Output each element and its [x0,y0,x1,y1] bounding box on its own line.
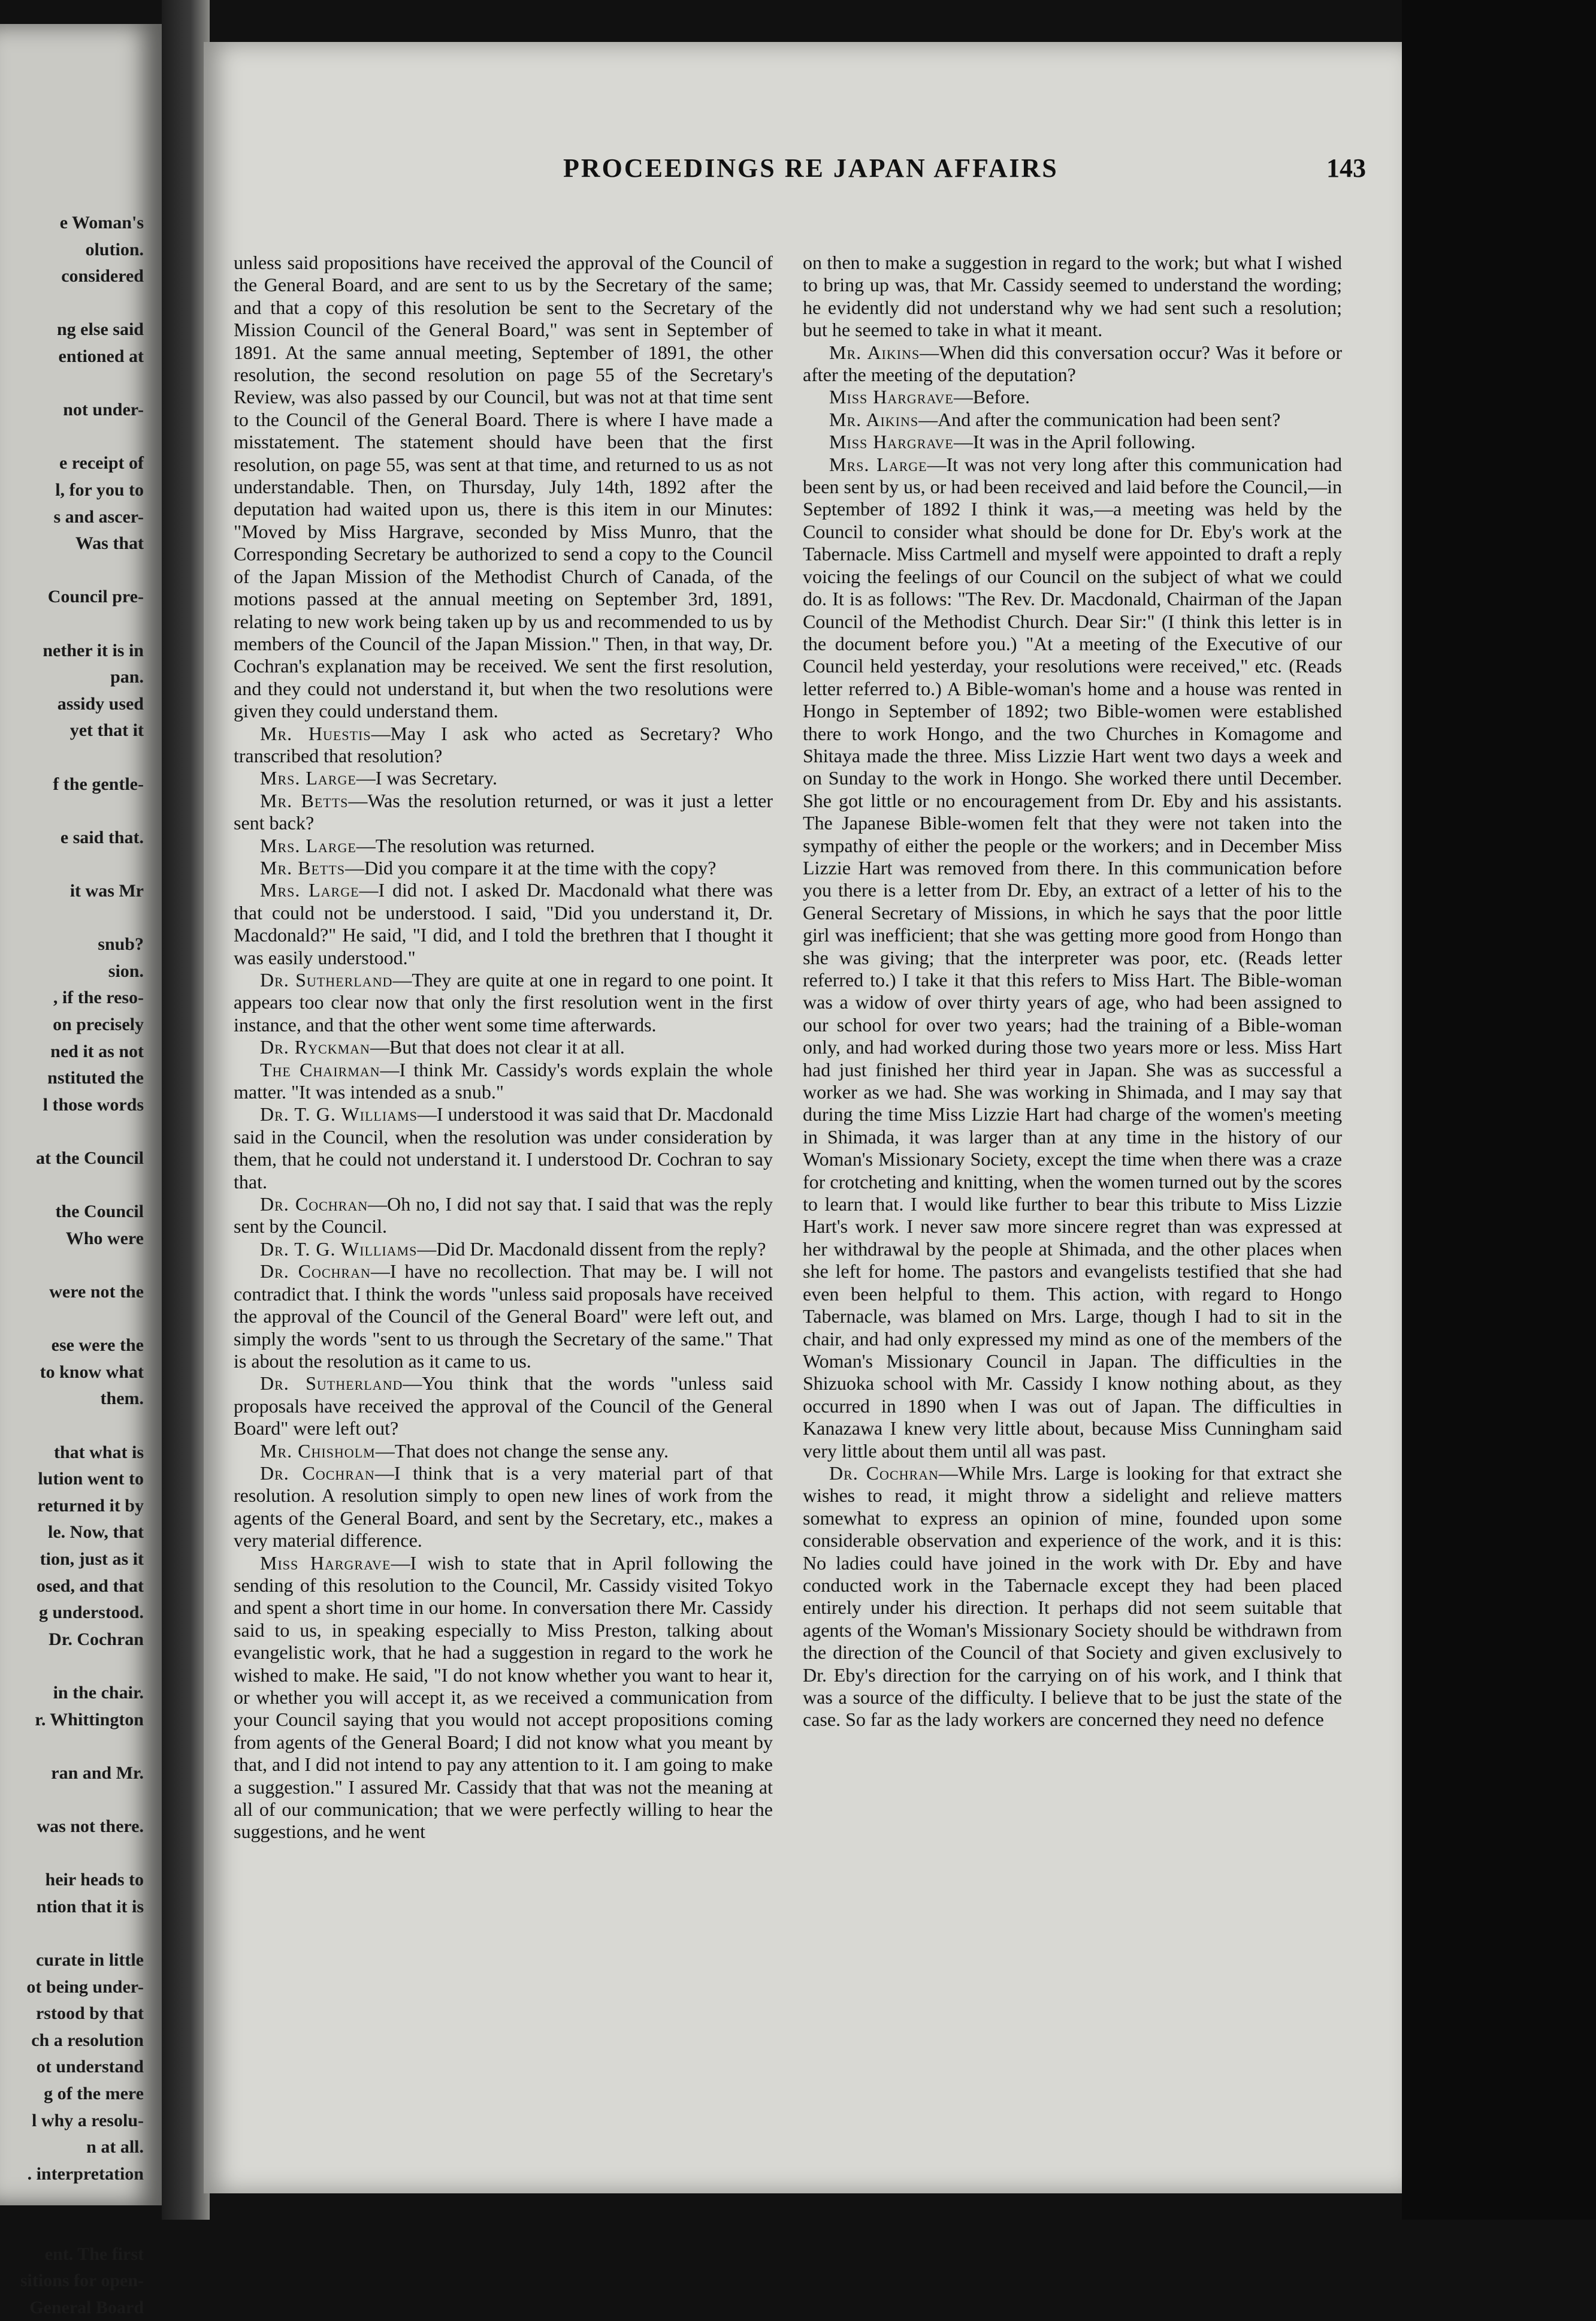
previous-page-line: rstood by that [35,2003,144,2024]
left-column [234,252,773,1843]
previous-page-line: not under- [63,400,144,420]
paragraph [803,252,1342,342]
paragraph-text: —May I ask who acted as Secretary? Who transcribed that resolution? [234,722,773,766]
speaker-name: Mr. Aikins [829,408,919,430]
previous-page-line: to know what [40,1362,144,1382]
speaker-name: Dr. Cochran [260,1462,375,1484]
previous-page-line: f the gentle- [53,774,144,794]
speaker-name: Mr. Huestis [260,722,371,744]
paragraph-text: —It was not very long after this communication had been sent by us, or had been received and laid before the Council,—in September of 1892 I think it was,—a meeting was held by the Council to consider what should be done for Dr. Eby's work at the Tabernacle. Miss Cartmell and myself were appointed to draft a reply voicing the feelings of our Council on the subject of what we could do. It is as follows: "The Rev. Dr. Macdonald, Chairman of the Japan Council of the Methodist Church. Dear Sir:" (I think this letter is in the document before you.) "At a meeting of the Executive of our Council held yesterday, your resolutions were received," etc. (Reads letter referred to.) A Bible-woman's home and a house was rented in Hongo in September of 1892; two Bible-women were established there to work Hongo, and the two Churches in Komagome and Shitaya made the three. Miss Lizzie Hart went two days a week and on Sunday to the work in Hongo. She worked there until December. She got little or no encouragement from Dr. Eby and his assistants. The Japanese Bible-women felt that they were not taken into the sympathy of either the people or the workers; and in December Miss Lizzie Hart was removed from there. In this communication before you there is a letter from Dr. Eby, an extract of a letter of his to the General Secretary of Missions, in which he says that the poor little girl was inefficient; that she was getting more good from Hongo than she was giving; that the interpreter was poor, etc. (Reads letter referred to.) I take it that this refers to Miss Hart. The Bible-woman was a widow of over thirty years of age, who had been assigned to our school for over two years; had the training of a Bible-woman only, and had worked during those two years more or less. Miss Hart had just finished her third year in Japan. She was as successful a worker as we had. She was working in Shimada, and I may say that during the time Miss Lizzie Hart had charge of the women's meeting in Shimada, it was larger than at any time in the history of our Woman's Missionary Society, except the time when there was a craze for crotcheting and knitting, when the women turned out by the scores to learn that. I would like further to bear this tribute to Miss Lizzie Hart's work. I never saw more sincere regret than was expressed at her withdrawal by the people at Shimada, and the other places when she left for home. The pastors and evangelists testified that she had even been helpful to them. This action, with regard to Hongo Tabernacle, was blamed on Mrs. Large, though I had to sit in the chair, and had only expressed my mind as one of the members of the Woman's Missionary Council in Japan. The difficulties in the Shizuoka school with Mr. Cassidy I know nothing about, as they occurred in 1890 when I was out of Japan. The difficulties in Kanazawa I knew very little about, because Miss Cunningham said very little about them until all was past. [803,453,1343,1462]
speaker-name: Mrs. Large [260,879,359,901]
previous-page-line: that what is [53,1442,144,1462]
previous-page-line: sion. [108,961,144,981]
previous-page-line: was not there. [37,1816,144,1836]
paragraph-text: —But that does not clear it at all. [370,1036,625,1058]
paragraph [803,386,1342,408]
previous-page-edge [0,24,162,2317]
speaker-name: Dr. Cochran [260,1260,371,1282]
previous-page-line: Who were [65,1228,144,1248]
previous-page-line: nstituted the [47,1068,144,1088]
scan-border [1402,0,1596,2220]
previous-page-line: snub? [98,934,144,955]
previous-page-line: ng else said [56,319,144,340]
paragraph-text: —Did you compare it at the time with the copy? [345,856,717,879]
previous-page-line: , if the reso- [53,988,144,1008]
speaker-name: Miss Hargrave [260,1552,391,1574]
speaker-name: Mrs. Large [260,834,356,856]
previous-page-line: at the Council [36,1148,144,1168]
paragraph [234,1462,773,1552]
speaker-name: Miss Hargrave [829,431,954,453]
previous-page-line: assidy used [57,693,144,714]
paragraph [803,342,1342,387]
paragraph-text: —Was the resolution returned, or was it just a letter sent back? [234,789,773,834]
paragraph [803,1462,1342,1731]
paragraph-text: —That does not change the sense any. [375,1439,669,1462]
previous-page-line: olution. [85,239,144,259]
previous-page-line: entioned at [58,346,144,366]
right-column [803,252,1342,1731]
paragraph-text: —I have no recollection. That may be. I will not contradict that. I think the words "unless said proposals have received the approval of the Council of the General Board" were left out, and simply the words "sent to us through the Secretary of the same." That is about the resolution as it came to us. [234,1260,773,1372]
previous-page-line: g of the mere [44,2084,144,2103]
paragraph [234,1238,773,1260]
speaker-name: Mr. Betts [260,856,346,879]
previous-page-line: nether it is in [43,640,144,660]
previous-page-line: lution went to [38,1469,144,1489]
paragraph-text: —You think that the words "unless said proposals have received the approval of the Council of the General Board" were left out? [234,1372,773,1439]
speaker-name: Mrs. Large [260,767,356,789]
paragraph [803,454,1342,1462]
previous-page-line: ent. The first [44,2244,144,2264]
paragraph [234,252,773,723]
paragraph [234,835,773,857]
previous-page-line: r. Whittington [35,1709,144,1730]
paragraph [234,767,773,789]
paragraph [234,1036,773,1058]
previous-page-line: were not the [49,1282,144,1302]
previous-page-line: ese were the [51,1335,144,1356]
previous-page-line: in the chair. [53,1683,144,1703]
running-head: PROCEEDINGS RE JAPAN AFFAIRS [563,153,1059,183]
paragraph-text: —And after the communication had been sent? [918,408,1281,430]
previous-page-line: . interpretation [27,2163,144,2184]
speaker-name: Mrs. Large [829,453,927,475]
speaker-name: Dr. T. G. Williams [260,1238,418,1260]
paragraph-text: —Before. [953,386,1030,408]
speaker-name: Dr. Cochran [260,1193,368,1215]
previous-page-line: ch a resolution [31,2030,144,2050]
previous-page-line: ot being under- [26,1976,144,1997]
previous-page-line: e receipt of [59,453,144,473]
paragraph [234,969,773,1036]
speaker-name: Mr. Aikins [829,341,920,363]
paragraph [234,1193,773,1238]
previous-page-line: l those words [43,1094,144,1115]
previous-page-line: e said that. [60,827,144,847]
page-header [204,153,1402,189]
speaker-name: Dr. Ryckman [260,1036,370,1058]
previous-page-line: yet that it [69,720,144,741]
paragraph [234,1059,773,1104]
previous-page-line: them. [100,1389,144,1409]
speaker-name: Mr. Betts [260,789,349,811]
paragraph-text: —I think Mr. Cassidy's words explain the whole matter. "It was intended as a snub." [234,1058,773,1103]
speaker-name: Dr. T. G. Williams [260,1103,418,1125]
paragraph-text: —It was in the April following. [953,431,1196,453]
paragraph [234,1440,773,1462]
book-page [204,42,1402,2193]
previous-page-line: General Board [29,2297,144,2317]
previous-page-line: l, for you to [55,480,144,500]
previous-page-line: ntion that it is [36,1896,144,1916]
paragraph [803,409,1342,431]
speaker-name: Dr. Cochran [829,1462,939,1484]
paragraph-text: —I think that is a very material part of that resolution. A resolution simply to open new lines of work from the agents of the General Board, and sent by the Secretary, etc., makes a very material difference. [234,1462,773,1552]
paragraph-text: unless said propositions have received the approval of the Council of the General Board, and are sent to us by the Secretary of the same; and that a copy of this resolution be sent to the Secretary of the Mission Council of the General Board," was sent in September of 1891. At the same annual meeting, September of 1891, the other resolution, the second resolution on page 55 of the Secretary's Review, was also passed by our Council, but was not at that time sent to the Council of the General Board. There is where I have made a misstatement. The statement should have been that the first resolution, on page 55, was sent at that time, and returned to us as not understandable. Then, on Thursday, July 14th, 1892 after the deputation had waited upon us, there is this item in our Minutes: "Moved by Miss Hargrave, seconded by Miss Munro, that the Corresponding Secretary be authorized to send a copy to the Council of the Japan Mission of the Methodist Church of Canada, of the motions passed at the annual meeting on September 3rd, 1891, relating to new work being taken up by us and recommended to us by members of the Council of the Japan Mission." Then, in that way, Dr. Cochran's explanation may be received. We sent the first resolution, and they could not understand it, but when the two resolutions were given they could understand them. [234,252,773,722]
previous-page-line: pan. [110,667,144,687]
previous-page-line: e Woman's [59,213,144,233]
paragraph-text: —While Mrs. Large is looking for that extract she wishes to read, it might throw a sidelight and relieve matters somewhat to express an opinion of mine, founded upon some considerable observation and experience of the work, and it is this: No ladies could have joined in the work with Dr. Eby and have conducted work in the Tabernacle except they had been placed entirely under his direction. It perhaps did not seem suitable that agents of the Woman's Missionary Society should be withdrawn from the direction of the Council of that Society and given exclusively to Dr. Eby's direction for the carrying on of his work, and I think that was a source of the difficulty. I believe that to be just the state of the case. So far as the lady workers are concerned they need no defence [803,1462,1342,1731]
previous-page-line: sitions for open- [20,2271,144,2291]
paragraph-text: —I understood it was said that Dr. Macdonald said in the Council, when the resolution was under consideration by them, that he could not understand it. I understood Dr. Cochran to say that. [234,1103,773,1193]
paragraph-text: —I wish to state that in April following the sending of this resolution to the Council, Mr. Cassidy visited Tokyo and spent a short time in our home. In conversation there Mr. Cassidy said to us, in speaking especially to Miss Preston, talking about evangelistic work, that he had a suggestion in regard to the work he wished to make. He said, "I do not know whether you want to hear it, or whether you will accept it, as we received a communication from your Council saying that you would not accept propositions coming from agents of the General Board; I did not know what you meant by that, and I did not intend to pay any attention to it. I am going to make a suggestion." I assured Mr. Cassidy that that was not the meaning at all of our communication; that we were perfectly willing to hear the suggestions, and he went [234,1552,773,1843]
paragraph [234,1372,773,1439]
speaker-name: Mr. Chisholm [260,1439,376,1462]
paragraph-text: —Oh no, I did not say that. I said that was the reply sent by the Council. [234,1193,773,1238]
paragraph [234,1260,773,1372]
paragraph-text: —They are quite at one in regard to one point. It appears too clear now that only the first resolution went in the first instance, and that the other went some time afterwards. [234,969,773,1036]
previous-page-line: curate in little [36,1950,144,1970]
paragraph [803,431,1342,453]
paragraph [234,879,773,969]
previous-page-line: s and ascer- [53,506,144,527]
book-gutter [162,0,210,2220]
speaker-name: The Chairman [260,1058,380,1080]
paragraph [234,1552,773,1843]
speaker-name: Dr. Sutherland [260,1372,403,1395]
previous-page-line: the Council [55,1202,144,1222]
speaker-name: Miss Hargrave [829,386,954,408]
speaker-name: Dr. Sutherland [260,969,393,991]
previous-page-line: Dr. Cochran [49,1629,144,1649]
previous-page-line: considered [61,266,144,286]
paragraph-text: —I did not. I asked Dr. Macdonald what there was that could not be understood. I said, "Did you understand it, Dr. Macdonald?" He said, "I did, and I told the brethren that I thought it was easily understood." [234,879,773,968]
previous-page-line: n at all. [86,2137,144,2157]
paragraph [234,723,773,768]
previous-page-line: ot understand [36,2057,144,2077]
paragraph-text: —The resolution was returned. [356,834,595,856]
previous-page-line: tion, just as it [40,1549,144,1569]
previous-page-line: g understood. [38,1602,144,1623]
previous-page-line: returned it by [37,1495,144,1516]
previous-page-line: ran and Mr. [51,1762,144,1783]
previous-page-line: l why a resolu- [32,2110,144,2130]
paragraph-text: —When did this conversation occur? Was it before or after the meeting of the deputation? [803,341,1343,386]
previous-page-line: it was Mr [69,881,144,901]
paragraph [234,1103,773,1193]
previous-page-line: on precisely [53,1015,144,1034]
paragraph [234,857,773,879]
paragraph [234,790,773,835]
paragraph-text: on then to make a suggestion in regard to the work; but what I wished to bring up was, that Mr. Cassidy seemed to understand the wording; he evidently did not understand why we had sent such a resolution; but he seemed to take in what it meant. [803,252,1342,341]
previous-page-line: ned it as not [50,1041,144,1061]
paragraph-text: —I was Secretary. [356,767,497,789]
page-number: 143 [1326,153,1366,183]
previous-page-line: Council pre- [47,587,144,607]
previous-page-line: Was that [75,533,144,554]
paragraph-text: —Did Dr. Macdonald dissent from the reply? [417,1238,766,1260]
previous-page-line: osed, and that [36,1575,144,1596]
previous-page-line: heir heads to [45,1870,144,1890]
previous-page-line: le. Now, that [48,1522,144,1543]
